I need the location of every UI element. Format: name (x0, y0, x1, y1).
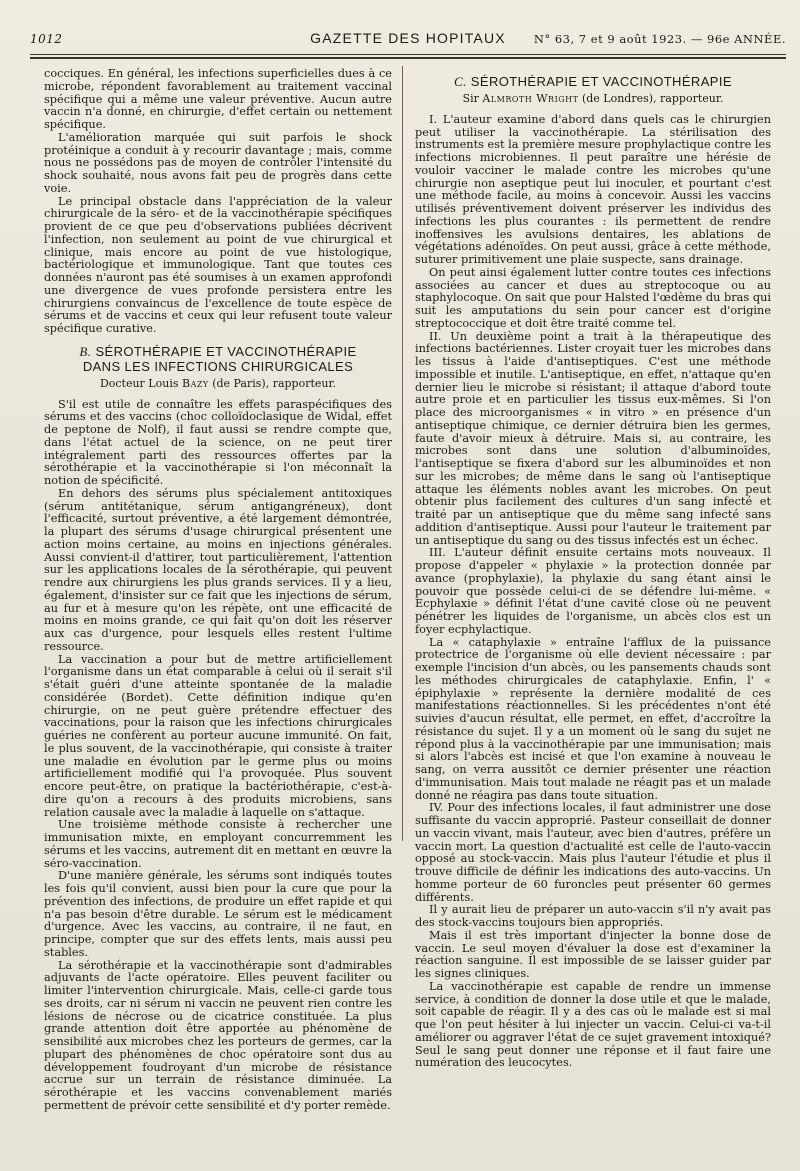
byline-prefix: Sir (462, 92, 479, 105)
paragraph: La vaccinothérapie est capable de rendre un immense service, à condition de donner la dose utile et que le malade, soit capable de réagir. Il y a des cas où le malade est si mal que l'on peut hésiter à lui injecter un vaccin. Celui-ci va-t-il améliorer ou aggraver l'état de ce sujet gravement intoxiqué? Seul le sang peut donner une réponse et il faut faire une numération des leucocytes. (415, 979, 771, 1070)
column-divider (402, 66, 403, 841)
paragraph: Il y aurait lieu de préparer un auto-vaccin s'il n'y avait pas des stock-vaccins toujours bien appropriés. (415, 903, 771, 929)
section-title-line1: SÉROTHÉRAPIE ET VACCINOTHÉRAPIE (95, 343, 357, 359)
section-b-heading (44, 344, 392, 374)
paragraph: I. L'auteur examine d'abord dans quels cas le chirurgien peut utiliser la vaccinothérapie. La stérilisation des instruments est la première mesure prophylactique contre les infections microbiennes. Il peut paraître une hérésie de vouloir vacciner le malade contre les microbes qu'une chirurgie non aseptique peut lui inoculer, et pourtant c'est une méthode facile, au moins à concevoir. Aussi les vaccins utilisés préventivement doivent préserver les individus des infections les plus courantes : ils permettent de rendre inoffensives les avulsions dentaires, les ablations de végétations adénoïdes. On peut aussi, grâce à cette méthode, suturer primitivement une plaie suspecte, sans drainage. (415, 112, 771, 266)
running-header (30, 30, 786, 52)
section-title-line2: DANS LES INFECTIONS CHIRURGICALES (82, 358, 354, 374)
journal-title: GAZETTE DES HOPITAUX (310, 30, 506, 46)
paragraph: On peut ainsi également lutter contre toutes ces infections associées au cancer et dues au streptocoque ou au staphylocoque. On sait que pour Halsted l'œdème du bras qui suit les amputations du sein pour cancer est d'origine streptococcique et doit être traité comme tel. (415, 265, 771, 330)
paragraph: Le principal obstacle dans l'appréciation de la valeur chirurgicale de la séro- et de la vaccinothérapie spécifiques provient de ce que peu d'observations publiées décrivent l'infection, non seulement au point de vue chirurgical et clinique, mais encore au point de vue histologique, bactériologique et immunologique. Tant que toutes ces données n'auront pas été soumises à un examen approfondi une divergence de vues profonde persistera entre les chirurgiens convaincus de l'excellence de toute espèce de sérums et de vaccins et ceux qui leur refusent toute valeur spécifique curative. (44, 194, 392, 335)
page-number: 1012 (30, 32, 63, 46)
section-c-byline (415, 93, 771, 106)
paragraph: cocciques. En général, les infections superficielles dues à ce microbe, répondent favorablement au traitement vaccinal spécifique qui a même une valeur préventive. Aucun autre vaccin n'a donné, en chirurgie, d'effet certain ou nettement spécifique. (44, 67, 392, 131)
section-letter: C. (454, 74, 467, 89)
paragraph: II. Un deuxième point a trait à la thérapeutique des infections bactériennes. Lister croyait tuer les microbes dans les tissus à l'aide d'antiseptiques. C'est une méthode impossible et inutile. L'antiseptique, en effet, n'attaque qu'en dernier lieu le microbe si résistant; il attaque d'abord toute autre proie et en particulier les tissus eux-mêmes. Si l'on place des microorganismes « in vitro » en présence d'un antiseptique chimique, ce dernier détruira bien les germes, faute d'avoir mieux à détruire. Mais si, au contraire, les microbes sont dans une solution d'albuminoïdes, l'antiseptique se fixera d'abord sur les albuminoïdes et non sur les microbes; de même dans le sang où l'antiseptique attaque les éléments nobles avant les microbes. On peut obtenir plus facilement des cultures d'un sang infecté et traité par un antiseptique que du même sang infecté sans addition d'antiseptique. Aussi pour l'auteur le traitement par un antiseptique du sang ou des tissus infectés est un échec. (415, 329, 771, 547)
paragraph: D'une manière générale, les sérums sont indiqués toutes les fois qu'il convient, aussi bien pour la cure que pour la prévention des infections, de produire un effet rapide et qui n'a pas besoin d'être durable. Le sérum est le médicament d'urgence. Avec les vaccins, au contraire, il ne faut, en principe, compter que sur des effets lents, mais aussi peu stables. (44, 869, 392, 959)
section-c-heading (415, 74, 771, 89)
section-b-byline (44, 378, 392, 391)
paragraph: S'il est utile de connaître les effets paraspécifiques des sérums et des vaccins (choc colloïdoclasique de Widal, effet de peptone de Nolf), il faut aussi se rendre compte que, dans l'état actuel de la science, on ne peut tirer intégralement parti des ressources offertes par la sérothérapie et la vaccinothérapie si l'on méconnaît la notion de spécificité. (44, 397, 392, 487)
paragraph: La « cataphylaxie » entraîne l'afflux de la puissance protectrice de l'organisme où elle devient nécessaire : par exemple l'incision d'un abcès, ou les pansements chauds sont les méthodes chirurgicales de cataphylaxie. Enfin, l' « épiphylaxie » représente la dernière modalité de ces manifestations réactionnelles. Si les précédentes n'ont été suivies d'aucun résultat, elle permet, en effet, d'accroître la résistance du sujet. Il y a un moment où le sang du sujet ne répond plus à la vaccinothérapie par une immunisation; mais si alors l'abcès est incisé et que l'on examine à nouveau le sang, on verra aussitôt ce dernier présenter une réaction d'immunisation. Mais tout malade ne réagit pas et un malade donné ne réagira pas dans toute situation. (415, 635, 771, 802)
right-column (415, 68, 771, 1159)
paragraph: Mais il est très important d'injecter la bonne dose de vaccin. Le seul moyen d'évaluer la dose est d'examiner la réaction sanguine. Il est impossible de se laisser guider par les signes cliniques. (415, 928, 771, 980)
paragraph: III. L'auteur définit ensuite certains mots nouveaux. Il propose d'appeler « phylaxie » la protection donnée par avance (prophylaxie), la phylaxie du sang étant ainsi le pouvoir que possède celui-ci de se défendre lui-même. « Ecphylaxie » définit l'état d'une cavité close où ne peuvent pénétrer les liquides de l'organisme, un abcès clos est un foyer ecphylactique. (415, 546, 771, 636)
byline-suffix: (de Paris), rapporteur. (212, 376, 337, 390)
paragraph: L'amélioration marquée qui suit parfois le shock protéinique a conduit à y recourir davantage ; mais, comme nous ne possédons pas de moyen de contrôler l'intensité du shock souhaité, nous avons fait peu de progrès dans cette voie. (44, 130, 392, 195)
paragraph: En dehors des sérums plus spécialement antitoxiques (sérum antitétanique, sérum antigangréneux), dont l'efficacité, surtout préventive, a été largement démontrée, la plupart des sérums d'usage chirurgical présentent une action moins certaine, au moins en injections générales. Aussi convient-il d'attirer, tout particulièrement, l'attention sur les applications locales de la sérothérapie, qui peuvent rendre aux chirurgiens les plus grands services. Il y a lieu, également, d'insister sur ce fait que les injections de sérum, au fur et à mesure qu'on les répète, ont une efficacité de moins en moins grande, ce qui fait qu'on doit les réserver aux cas d'urgence, pour lesquels elles restent l'ultime ressource. (44, 486, 392, 653)
paragraph: La vaccination a pour but de mettre artificiellement l'organisme dans un état comparable à celui où il serait s'il s'était guéri d'une atteinte spontanée de la maladie considérée (Bordet). Cette définition indique qu'en chirurgie, on ne peut guère prétendre effectuer des vaccinations, pour la raison que les infections chirurgicales guéries ne confèrent au porteur aucune immunité. On fait, le plus souvent, de la vaccinothérapie, qui consiste à traiter une maladie en évolution par le germe plus ou moins artificiellement modifié qui l'a provoquée. Plus souvent encore peut-être, on pratique la bactériothérapie, c'est-à-dire qu'on a recours à des produits microbiens, sans relation causale avec la maladie à laquelle on s'attaque. (44, 652, 392, 819)
issue-info: N° 63, 7 et 9 août 1923. — 96e ANNÉE. (533, 32, 786, 46)
header-rule-top (30, 54, 786, 55)
header-rule-bottom (30, 57, 786, 59)
left-column (44, 68, 392, 1159)
author-name: Almroth Wright (482, 92, 579, 105)
section-letter: B. (79, 343, 92, 359)
author-name: Bazy (181, 376, 209, 390)
paragraph: IV. Pour des infections locales, il faut administrer une dose suffisante du vaccin approprié. Pasteur conseillait de donner un vaccin vivant, mais l'auteur, avec bien d'autres, préfère un vaccin mort. La question d'actualité est celle de l'auto-vaccin opposé au stock-vaccin. Mais plus l'auteur l'étudie et plus il trouve difficile de définir les indications des auto-vaccins. Un homme porteur de 60 furoncles peut présenter 60 germes différents. (415, 801, 771, 904)
section-title: SÉROTHÉRAPIE ET VACCINOTHÉRAPIE (470, 74, 732, 89)
paragraph: Une troisième méthode consiste à rechercher une immunisation mixte, en employant concurremment les sérums et les vaccins, autrement dit en mettant en œuvre la séro-vaccination. (44, 818, 392, 870)
byline-suffix: (de Londres), rapporteur. (581, 92, 724, 105)
byline-prefix: Docteur Louis (99, 376, 179, 390)
paragraph: La sérothérapie et la vaccinothérapie sont d'admirables adjuvants de l'acte opératoire. Elles peuvent faciliter ou limiter l'intervention chirurgicale. Mais, celle-ci garde tous ses droits, car ni sérum ni vaccin ne peuvent rien contre les lésions de nécrose ou de cicatrice constituée. La plus grande attention doit être apportée au phénomène de sensibilité aux microbes chez les porteurs de germes, car la plupart des phénomènes de choc opératoire sont dus au développement foudroyant d'un microbe de résistance accrue sur un terrain de résistance diminuée. La sérothérapie et les vaccins convenablement mariés permettent de prévoir cette sensibilité et d'y porter remède. (44, 958, 392, 1112)
